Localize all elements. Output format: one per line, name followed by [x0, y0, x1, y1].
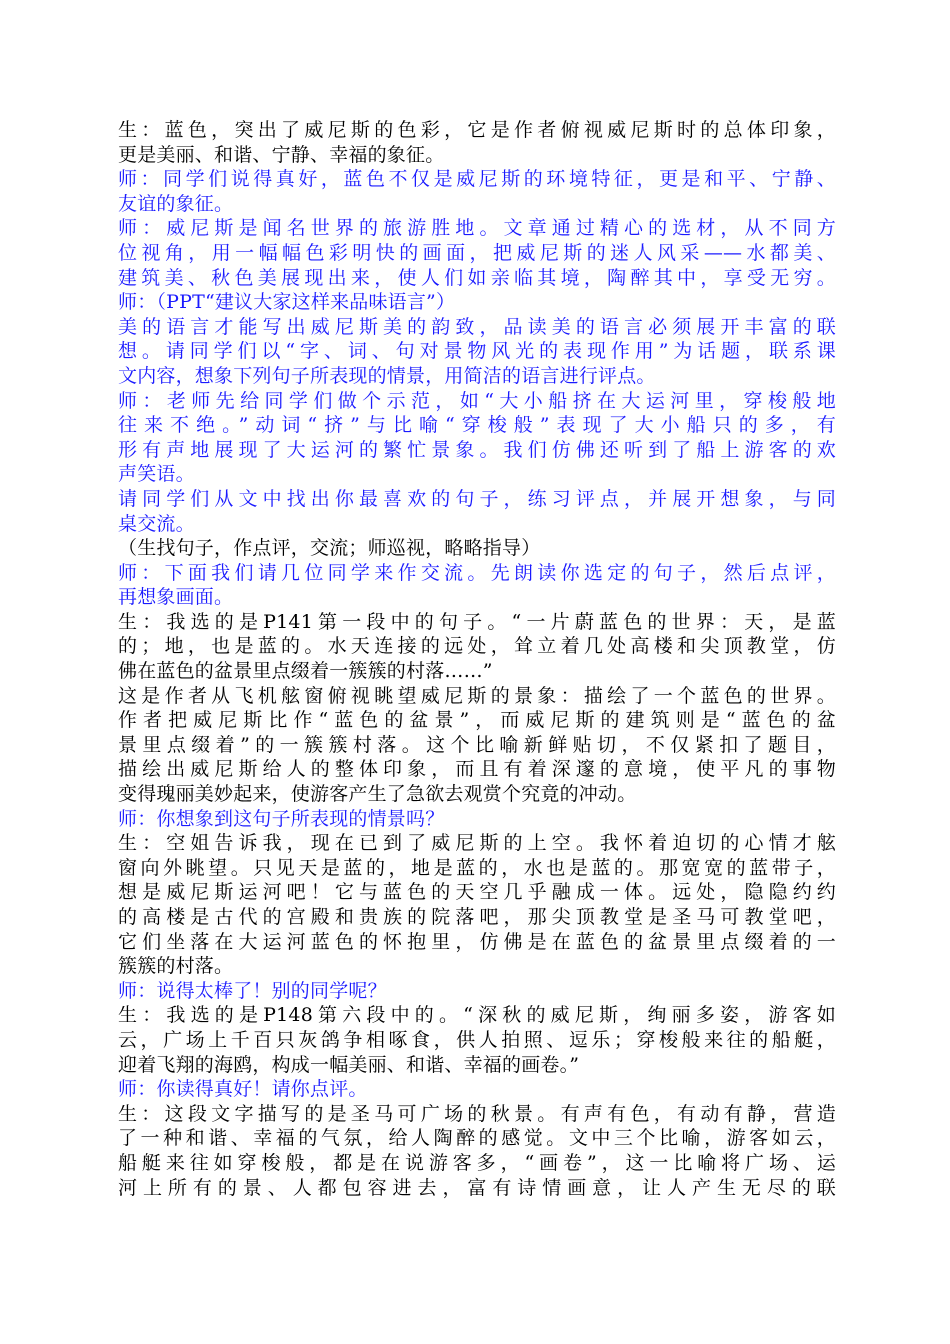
- text-line: 这是作者从飞机舷窗俯视眺望威尼斯的景象：描绘了一个蓝色的世界。: [118, 684, 836, 707]
- text-line: 的；地，也是蓝的。水天连接的远处，耸立着几处高楼和尖顶教堂，仿: [118, 635, 836, 658]
- text-line: 变得瑰丽美妙起来，使游客产生了急欲去观赏个究竟的冲动。: [118, 783, 637, 806]
- text-line: 形有声地展现了大运河的繁忙景象。我们仿佛还听到了船上游客的欢: [118, 438, 836, 461]
- text-line: 云，广场上千百只灰鸽争相啄食，供人拍照、逗乐；穿梭般来往的船艇，: [118, 1028, 836, 1051]
- text-line: 文内容，想象下列句子所表现的情景，用简洁的语言进行评点。: [118, 364, 656, 387]
- text-line: 簇簇的村落。: [118, 955, 234, 978]
- document-page: [118, 118, 836, 1200]
- text-line: 美的语言才能写出威尼斯美的韵致，品读美的语言必须展开丰富的联: [118, 315, 836, 338]
- text-line: 描绘出威尼斯给人的整体印象，而且有着深邃的意境，使平凡的事物: [118, 758, 836, 781]
- text-line: 迎着飞翔的海鸥，构成一幅美丽、和谐、幸福的画卷。”: [118, 1053, 580, 1076]
- text-line: 更是美丽、和谐、宁静、幸福的象征。: [118, 143, 445, 166]
- text-line: 想。请同学们以“字、词、句对景物风光的表现作用”为话题，联系课: [118, 340, 836, 363]
- text-line: 位视角，用一幅幅色彩明快的画面，把威尼斯的迷人风采——水都美、: [118, 241, 836, 264]
- text-line: 生：这段文字描写的是圣马可广场的秋景。有声有色，有动有静，营造: [118, 1102, 836, 1125]
- text-line: 想是威尼斯运河吧！它与蓝色的天空几乎融成一体。远处，隐隐约约: [118, 881, 836, 904]
- text-line: 作者把威尼斯比作“蓝色的盆景”，而威尼斯的建筑则是“蓝色的盆: [118, 709, 836, 732]
- text-line: 师：你想象到这句子所表现的情景吗？: [118, 807, 445, 830]
- text-line: 师：下面我们请几位同学来作交流。先朗读你选定的句子，然后点评，: [118, 561, 836, 584]
- text-line: 船艇来往如穿梭般，都是在说游客多，“画卷”，这一比喻将广场、运: [118, 1151, 836, 1174]
- text-line: 师：（PPT“建议大家这样来品味语言”）: [118, 291, 456, 314]
- text-line: 的高楼是古代的宫殿和贵族的院落吧，那尖顶教堂是圣马可教堂吧，: [118, 906, 836, 928]
- text-line: 建筑美、秋色美展现出来，使人们如亲临其境，陶醉其中，享受无穷。: [118, 266, 836, 289]
- text-line: 师：威尼斯是闻名世界的旅游胜地。文章通过精心的选材，从不同方: [118, 217, 836, 240]
- text-line: 师：说得太棒了！别的同学呢？: [118, 979, 387, 1002]
- text-line: 生：蓝色，突出了威尼斯的色彩，它是作者俯视威尼斯时的总体印象，: [118, 119, 836, 141]
- text-line: 桌交流。: [118, 512, 195, 535]
- text-line: 河上所有的景、人都包容进去，富有诗情画意，让人产生无尽的联: [118, 1176, 836, 1199]
- text-line: 景里点缀着”的一簇簇村落。这个比喻新鲜贴切，不仅紧扣了题目，: [118, 733, 836, 756]
- text-line: 师：你读得真好！请你点评。: [118, 1078, 368, 1101]
- text-line: 再想象画面。: [118, 586, 234, 609]
- text-line: 往来不绝。”动词“挤”与比喻“穿梭般”表现了大小船只的多，有: [118, 414, 836, 437]
- text-line: 师：老师先给同学们做个示范，如“大小船挤在大运河里，穿梭般地: [118, 389, 836, 412]
- text-line: 生：我选的是P141第一段中的句子。“一片蔚蓝色的世界：天，是蓝: [118, 610, 836, 633]
- text-line: 请同学们从文中找出你最喜欢的句子，练习评点，并展开想象，与同: [118, 487, 836, 510]
- text-line: （生找句子，作点评，交流；师巡视，略略指导）: [118, 537, 541, 560]
- text-line: 师：同学们说得真好，蓝色不仅是威尼斯的环境特征，更是和平、宁静、: [118, 168, 836, 191]
- text-line: 声笑语。: [118, 463, 195, 486]
- text-line: 了一种和谐、幸福的气氛，给人陶醉的感觉。文中三个比喻，游客如云，: [118, 1127, 836, 1150]
- text-line: 生：我选的是P148第六段中的。“深秋的威尼斯，绚丽多姿，游客如: [118, 1004, 836, 1027]
- text-line: 友谊的象征。: [118, 192, 234, 215]
- text-line: 生：空姐告诉我，现在已到了威尼斯的上空。我怀着迫切的心情才舷: [118, 832, 836, 855]
- text-line: 佛在蓝色的盆景里点缀着一簇簇的村落……”: [118, 660, 493, 683]
- text-line: 它们坐落在大运河蓝色的怀抱里，仿佛是在蓝色的盆景里点缀着的一: [118, 930, 836, 953]
- text-line: 窗向外眺望。只见天是蓝的，地是蓝的，水也是蓝的。那宽宽的蓝带子，: [118, 856, 836, 879]
